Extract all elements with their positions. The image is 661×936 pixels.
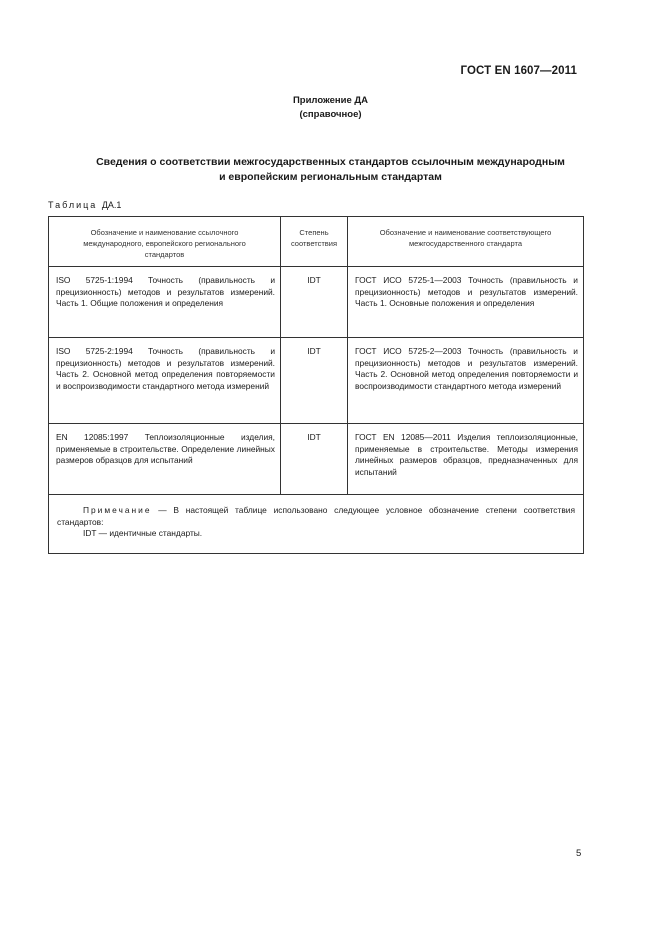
table-note: [49, 495, 584, 554]
correspondence-table: [48, 216, 584, 554]
annex-subtitle: (справочное): [299, 109, 362, 120]
table-header-row: [49, 217, 584, 267]
degree-cell: IDT: [281, 338, 348, 424]
table-row: [49, 338, 584, 424]
note-item: IDT — идентичные стандарты.: [83, 528, 203, 539]
reference-standard-cell: ISO 5725-1:1994 Точность (правильность и прецизионность) методов и результатов измерений. Часть 1. Общие положения и определения: [49, 267, 281, 338]
reference-standard-cell: EN 12085:1997 Теплоизоляционные изделия, применяемые в строительстве. Определение линейных размеров образцов для испытаний: [49, 424, 281, 495]
note-text: — В настоящей таблице использовано следующее условное обозначение степени соответствия стандартов:: [57, 505, 575, 527]
table-caption-number: ДА.1: [101, 200, 122, 210]
annex-block: [0, 94, 661, 122]
document-code: ГОСТ EN 1607—2011: [460, 65, 577, 77]
heading-line-2: и европейским региональным стандартам: [219, 171, 442, 183]
interstate-standard-cell: ГОСТ EN 12085—2011 Изделия теплоизоляционные, применяемые в строительстве. Методы измерения линейных размеров образцов, предназначенных для испытаний: [348, 424, 584, 495]
header-reference-standard: Обозначение и наименование ссылочного международного, европейского регионального стандартов: [49, 217, 281, 267]
table-row: [49, 424, 584, 495]
header-interstate-standard: Обозначение и наименование соответствующего межгосударственного стандарта: [348, 217, 584, 267]
section-heading: [40, 155, 621, 185]
table-caption: [48, 200, 121, 210]
note-paragraph: [57, 505, 575, 528]
reference-standard-cell: ISO 5725-2:1994 Точность (правильность и прецизионность) методов и результатов измерений. Часть 2. Основной метод определения повторяемости и воспроизводимости стандартного метода измерений: [49, 338, 281, 424]
page-number: 5: [576, 848, 582, 859]
interstate-standard-cell: ГОСТ ИСО 5725-2—2003 Точность (правильность и прецизионность) методов и результатов измерений. Часть 2. Основной метод определения повторяемости и воспроизводимости стандартного метода измерений: [348, 338, 584, 424]
heading-line-1: Сведения о соответствии межгосударственных стандартов ссылочным международным: [96, 156, 565, 168]
table-caption-word: Таблица: [48, 200, 98, 210]
note-label: Примечание: [83, 505, 152, 515]
annex-title: Приложение ДА: [292, 95, 369, 106]
degree-cell: IDT: [281, 424, 348, 495]
degree-cell: IDT: [281, 267, 348, 338]
table-row: [49, 267, 584, 338]
table-note-row: [49, 495, 584, 554]
header-degree: Степень соответствия: [281, 217, 348, 267]
interstate-standard-cell: ГОСТ ИСО 5725-1—2003 Точность (правильность и прецизионность) методов и результатов измерений. Часть 1. Основные положения и определения: [348, 267, 584, 338]
